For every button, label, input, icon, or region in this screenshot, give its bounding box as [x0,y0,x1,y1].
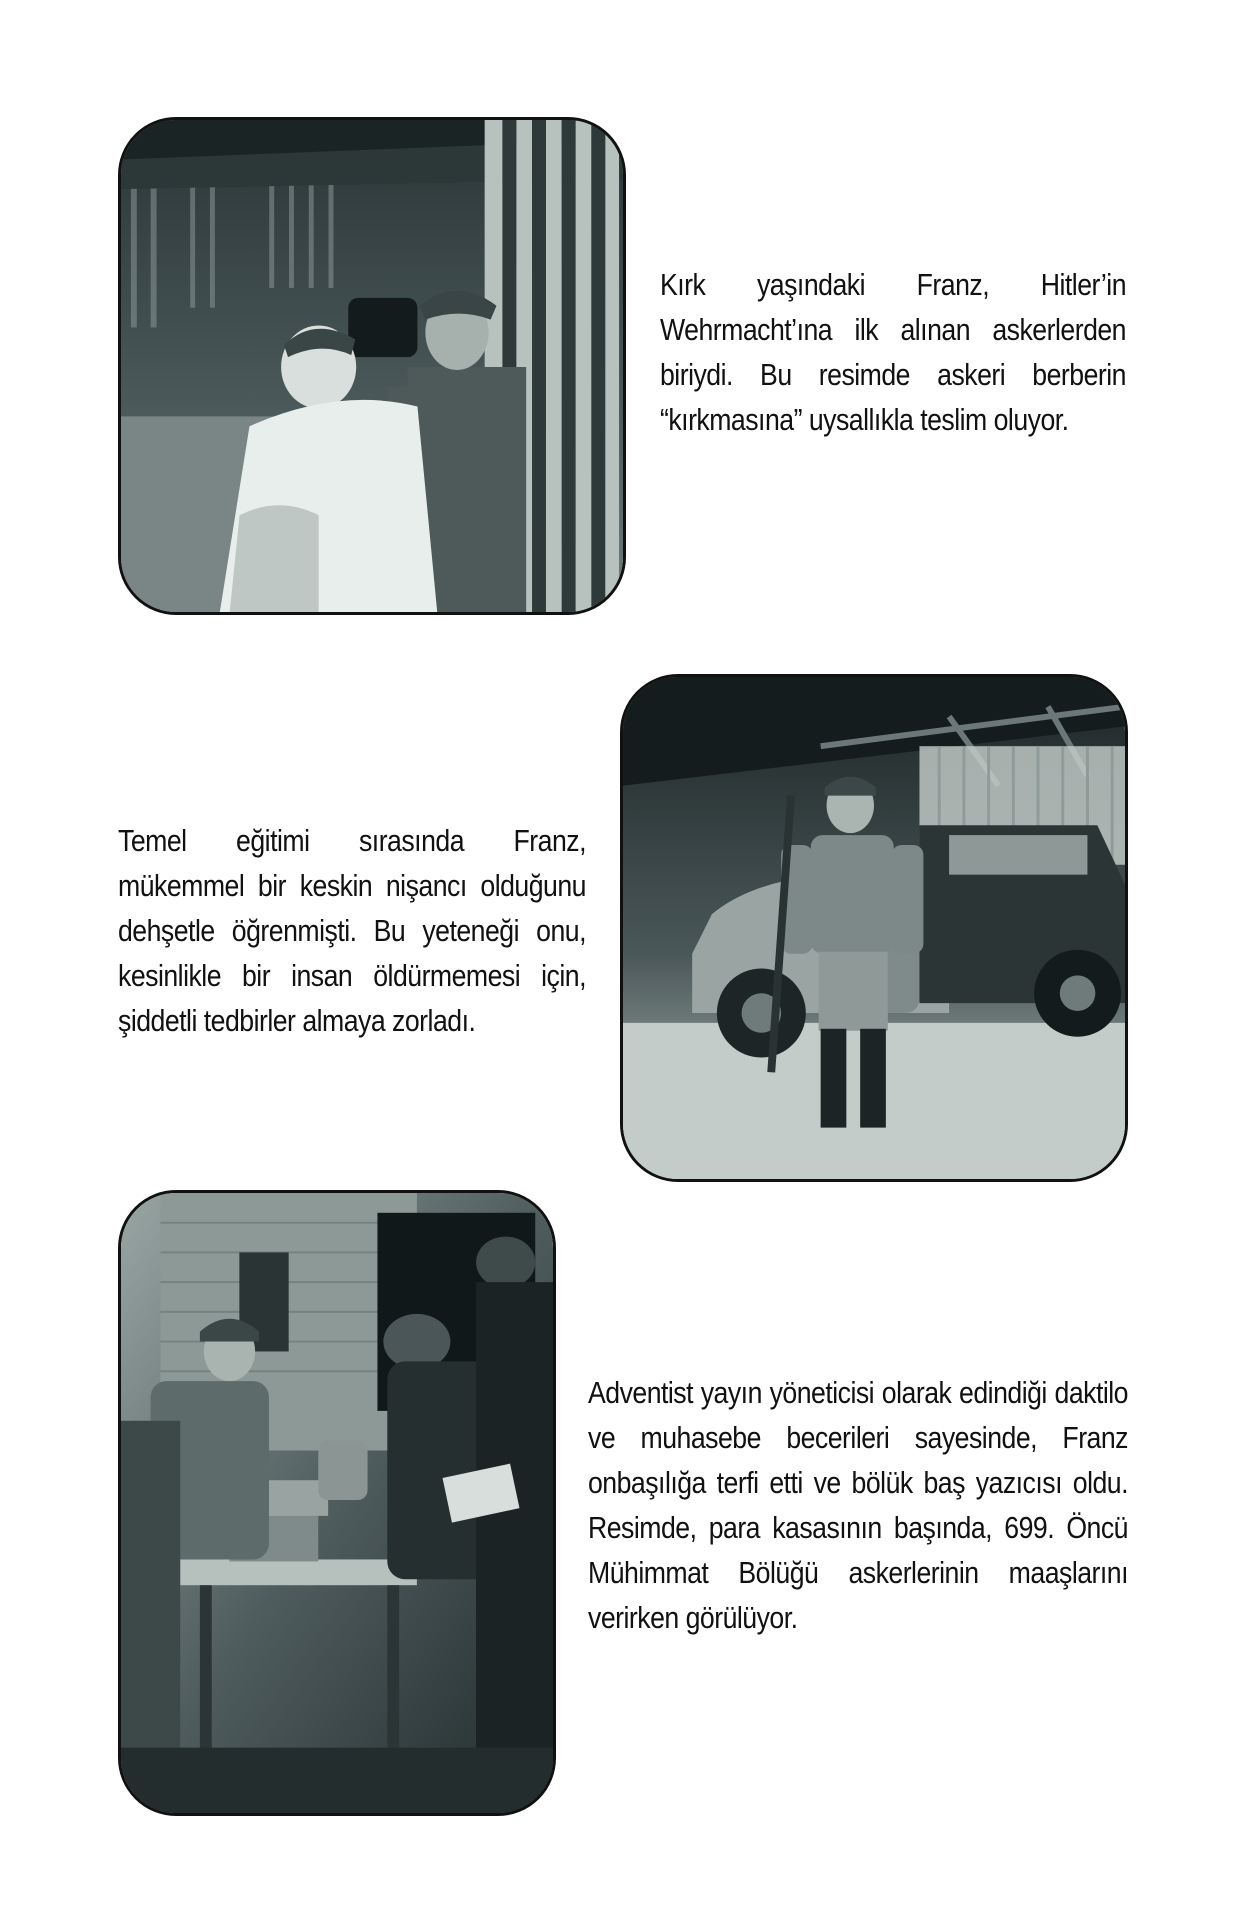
photo-soldier-vehicles-image [623,677,1125,1179]
caption-payroll: Adventist yayın yöneticisi olarak edindiği daktilo ve muhasebe becerileri sayesinde, Franz onbaşılığa terfi etti ve bölük baş yazıcısı oldu. Resimde, para kasasının başında, 699. Öncü Mühimmat Bölüğü askerlerinin maaşlarını verirken görülüyor. [588,1375,1128,1635]
photo-payroll [118,1190,556,1816]
photo-haircut [118,117,626,615]
photo-soldier-vehicles [620,674,1128,1182]
photo-payroll-image [121,1193,553,1813]
photo-haircut-image [121,120,623,612]
caption-haircut: Kırk yaşındaki Franz, Hitler’in Wehrmacht’ına ilk alınan askerlerden biriydi. Bu resimde askeri berberin “kırkmasına” uysallıkla teslim oluyor. [660,267,1126,437]
caption-marksman: Temel eğitimi sırasında Franz, mükemmel bir keskin nişancı olduğunu dehşetle öğrenmişti. Bu yeteneği onu, kesinlikle bir insan öldürmemesi için, şiddetli tedbirler almaya zorladı. [118,823,586,1038]
